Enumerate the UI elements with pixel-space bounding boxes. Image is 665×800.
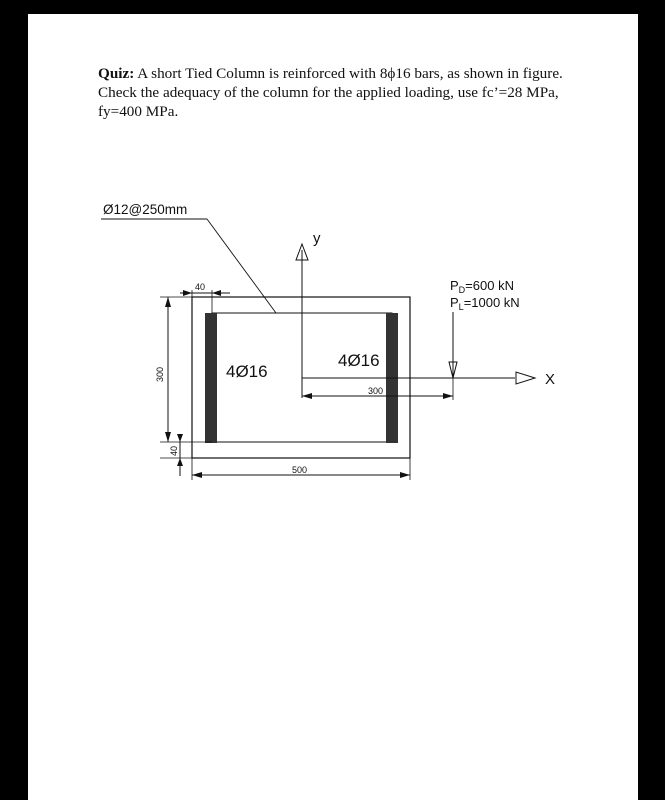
question-body: A short Tied Column is reinforced with 8ϕ16 bars, as shown in figure. Check the adequacy of the column for the applied loading, use fc’=28 MPa, fy=400 MPa. (98, 65, 563, 120)
cover-top-arrow-right (212, 290, 221, 296)
left-bars-label: 4Ø16 (226, 362, 268, 381)
cover-top-arrow-left (183, 290, 192, 296)
dead-load-label: $P_D=600$ kN (450, 278, 514, 295)
width-arrow-right (400, 472, 410, 478)
tie-label: Ø12@250mm (103, 202, 188, 217)
height-arrow-bottom (165, 432, 171, 442)
width-text: 500 (292, 465, 308, 475)
x-axis-arrow (516, 372, 535, 384)
cover-bottom-arrow-bottom (177, 458, 183, 466)
x-axis-label: X (545, 371, 556, 388)
height-arrow-top (165, 297, 171, 307)
ecc-arrow-right (443, 393, 453, 399)
ecc-arrow-left (302, 393, 312, 399)
height-text: 300 (155, 366, 165, 382)
cover-bottom-text: 40 (169, 445, 179, 456)
width-arrow-left (192, 472, 202, 478)
left-bar-group (205, 313, 217, 443)
right-bars-label: 4Ø16 (338, 351, 380, 370)
cover-top-text: 40 (195, 282, 206, 292)
live-load-label: $P_L=1000$ kN (450, 295, 520, 312)
ecc-dimension-text: 300 (368, 386, 384, 396)
y-axis-label: y (313, 230, 321, 247)
tie-leader-line (207, 219, 276, 313)
question-label: Quiz: (98, 65, 135, 82)
cover-bottom-arrow-top (177, 434, 183, 442)
